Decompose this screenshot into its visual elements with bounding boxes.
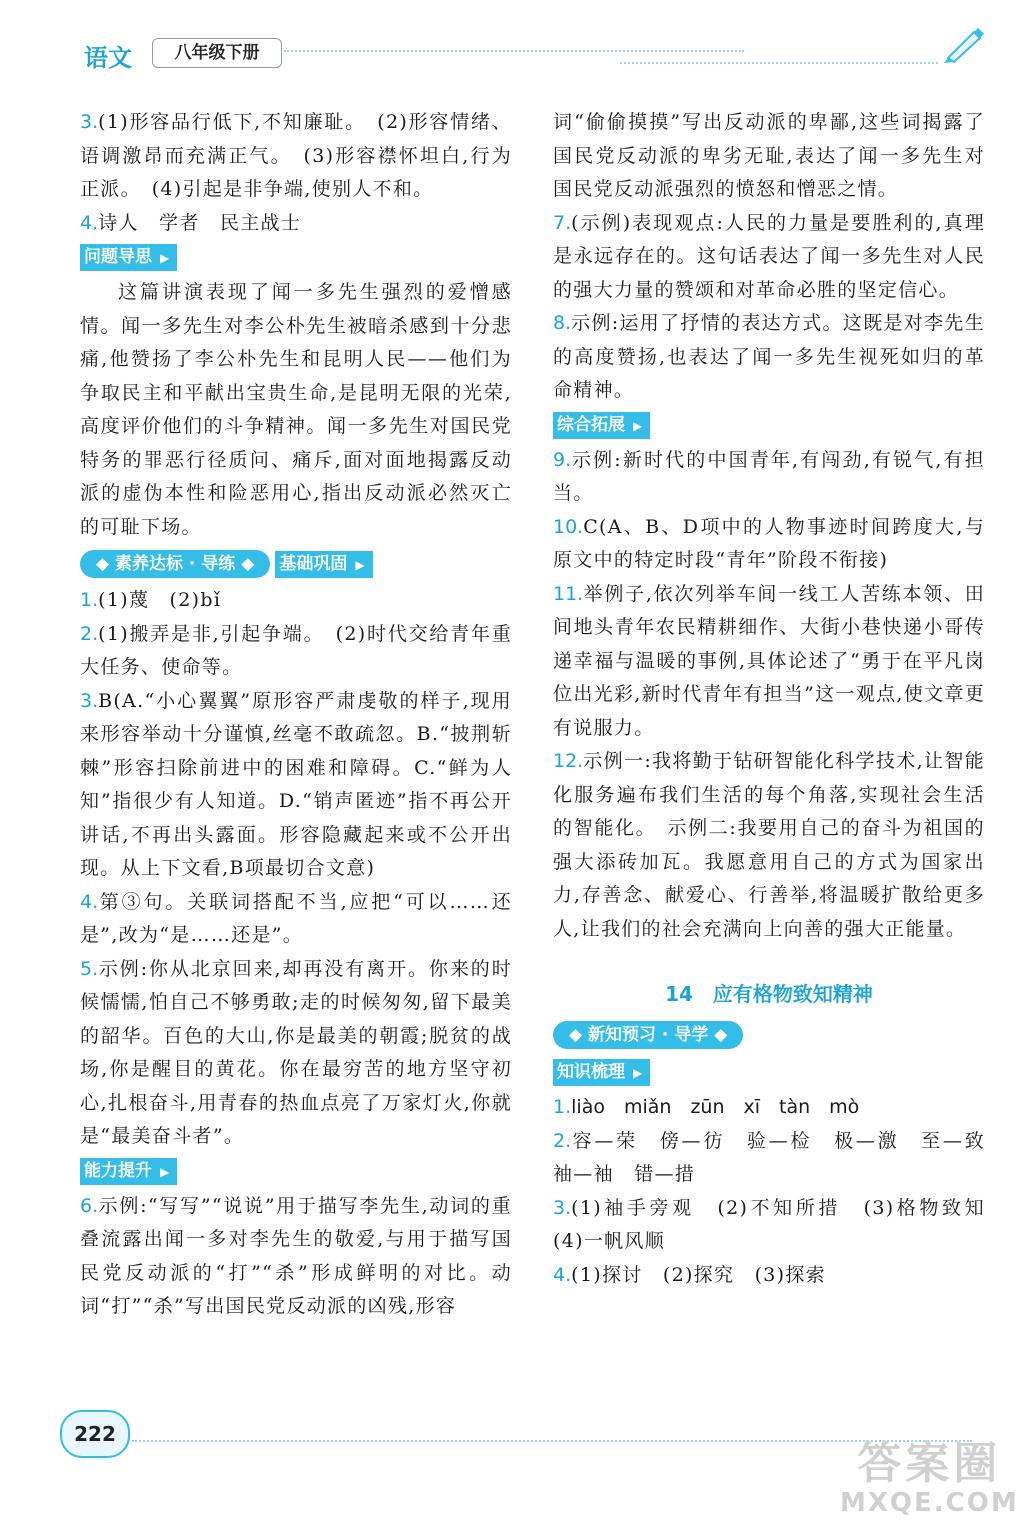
answer-item: 3.(1)袖手旁观 (2)不知所措 (3)格物致知 (4)一帆风顺 [553,1196,1006,1252]
answer-item: 1.(1)蔑 (2)bǐ [80,589,222,611]
section-tag-knowledge: 知识梳理 ▶ [553,1059,650,1086]
grade-label: 八年级下册 [152,38,282,68]
section-tag-extension: 综合拓展 ▶ [553,412,650,439]
answer-item: 1.liào miǎn zūn xī tàn mò [553,1096,860,1118]
answer-item: 10.C(A、B、D项中的人物事迹时间跨度大,与原文中的特定时段“青年”阶段不衔接) [553,515,985,571]
section-banner-practice: ◆ 素养达标 · 导练 ◆ [80,550,270,578]
answer-item: 7.(示例)表现观点:人民的力量是要胜利的,真理是永远存在的。这句话表达了闻一多先生对人民的强大力量的赞颂和对革命必胜的坚定信心。 [553,211,985,301]
right-column [553,106,1006,1292]
answer-item: 4.第③句。关联词搭配不当,应把“可以……还是”,改为“是……还是”。 [80,890,512,946]
section-tag-ability: 能力提升 ▶ [80,1158,177,1185]
header-divider-2 [620,62,938,64]
page-number: 222 [60,1410,130,1458]
answer-item: 5.示例:你从北京回来,却再没有离开。你来的时候懦懦,怕自己不够勇敢;走的时候匆匆,留下最美的韶华。百色的大山,你是最美的朝霞;脱贫的战场,你是醒目的黄花。你在最穷苦的地方坚守初心,扎根奋斗,用青春的热血点亮了万家灯火,你就是“最美奋斗者”。 [80,957,512,1147]
lesson-title: 14 应有格物致知精神 [665,982,873,1006]
answer-item: 4.诗人 学者 民主战士 [80,211,302,234]
section-tag-questions: 问题导思 ▶ [80,244,177,271]
left-column [80,106,512,1324]
answer-item: 4.(1)探讨 (2)探究 (3)探索 [553,1263,826,1286]
answer-continuation: 词“偷偷摸摸”写出反动派的卑鄙,这些词揭露了国民党反动派的卑劣无耻,表达了闻一多先生对国民党反动派强烈的愤怒和憎恶之情。 [553,111,985,200]
subject-title: 语文 [84,44,132,72]
answer-item: 11.举例子,依次列举车间一线工人苦练本领、田间地头青年农民精耕细作、大街小巷快递小哥传递幸福与温暖的事例,具体论述了“勇于在平凡岗位出光彩,新时代青年有担当”这一观点,使文章更有说服力。 [553,582,985,739]
summary-paragraph: 这篇讲演表现了闻一多先生强烈的爱憎感情。闻一多先生对李公朴先生被暗杀感到十分悲痛,他赞扬了李公朴先生和昆明人民——他们为争取民主和平献出宝贵生命,是昆明无限的光荣,高度评价他们的斗争精神。闻一多先生对国民党特务的罪恶行径质问、痛斥,面对面地揭露反动派的虚伪本性和险恶用心,指出反动派必然灭亡的可耻下场。 [80,281,512,538]
answer-item: 2.容—荣 傍—彷 验—检 极—激 至—致 袖—袖 错—措 [553,1129,1006,1185]
answer-item: 12.示例一:我将勤于钻研智能化科学技术,让智能化服务遍布我们生活的每个角落,实现社会生活的智能化。 示例二:我要用自己的奋斗为祖国的强大添砖加瓦。我愿意用自己的方式为国家出力,存善念、献爱心、行善举,将温暖扩散给更多人,让我们的社会充满向上向善的强大正能量。 [553,750,985,940]
section-tag-basics: 基础巩固 ▶ [275,551,372,578]
answer-item: 3.B(A.“小心翼翼”原形容严肃虔敬的样子,现用来形容举动十分谨慎,丝毫不敢疏忽。B.“披荆斩棘”形容扫除前进中的困难和障碍。C.“鲜为人知”指很少有人知道。D.“销声匿迹”指不再公开讲话,不再出头露面。形容隐藏起来或不公开出现。从上下文看,B项最切合文意) [80,689,512,879]
answer-item: 9.示例:新时代的中国青年,有闯劲,有锐气,有担当。 [553,448,985,504]
pen-icon [940,24,986,64]
section-banner-preview: ◆ 新知预习 · 导学 ◆ [553,1021,743,1049]
answer-item: 6.示例:“写写”“说说”用于描写李先生,动词的重叠流露出闻一多对李先生的敬爱,与用于描写国民党反动派的“打”“杀”形成鲜明的对比。动词“打”“杀”写出国民党反动派的凶残,形容 [80,1194,512,1317]
answer-item: 3.(1)形容品行低下,不知廉耻。 (2)形容情绪、语调激昂而充满正气。 (3)形容襟怀坦白,行为正派。 (4)引起是非争端,使别人不和。 [80,111,512,200]
answer-item: 2.(1)搬弄是非,引起争端。 (2)时代交给青年重大任务、使命等。 [80,622,512,678]
answer-item: 8.示例:运用了抒情的表达方式。这既是对李先生的高度赞扬,也表达了闻一多先生视死如归的革命精神。 [553,312,985,401]
header-divider [284,50,744,52]
watermark: 答案圈 MXQE.COM [840,1438,1019,1518]
